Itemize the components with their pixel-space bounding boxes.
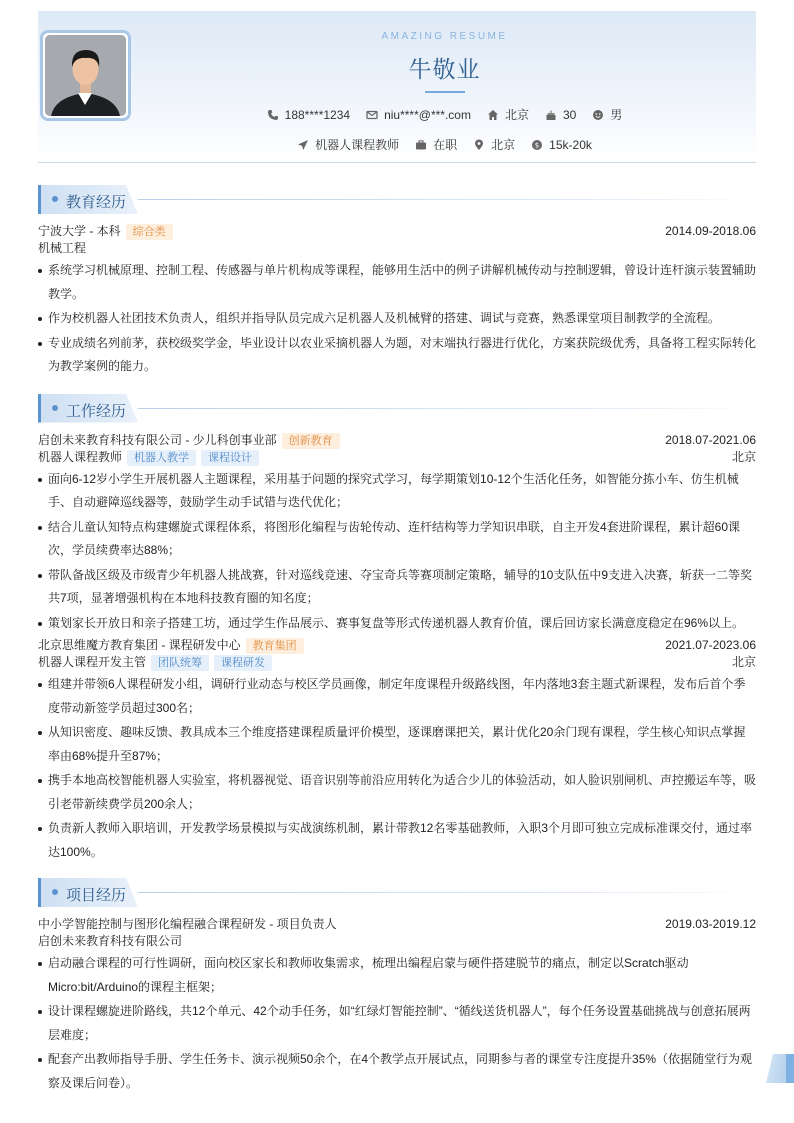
avatar-frame (40, 30, 131, 121)
list-item: 带队备战区级及市级青少年机器人挑战赛，针对巡线竞速、夺宝奇兵等赛项制定策略，辅导的10支队伍中9支进入决赛，斩获一二等奖共7项，显著增强机构在本地科技教育圈的知名度； (38, 564, 756, 611)
work-city: 北京 (731, 449, 756, 464)
gender-text: 男 (610, 108, 623, 122)
project-bullets (38, 952, 756, 1095)
mail-icon (366, 109, 378, 121)
info-age (545, 106, 576, 123)
section-divider (138, 892, 756, 893)
list-item: 作为校机器人社团技术负责人，组织并指导队员完成六足机器人及机械臂的搭建、调试与竞赛，熟悉课堂项目制教学的全流程。 (38, 307, 756, 331)
section-divider (138, 408, 756, 409)
section-title: 教育经历 (66, 194, 127, 211)
list-item: 启动融合课程的可行性调研，面向校区家长和教师收集需求，梳理出编程启蒙与硬件搭建脱节的痛点，制定以Scratch驱动Micro:bit/Arduino的课程主框架； (38, 952, 756, 999)
list-item: 负责新人教师入职培训，开发教学场景模拟与实战演练机制，累计带教12名零基础教师，入职3个月即可独立完成标准课交付，通过率达100%。 (38, 817, 756, 864)
phone-icon (267, 109, 279, 121)
send-icon (297, 139, 309, 151)
info-email (366, 106, 471, 123)
section-dot (52, 889, 58, 895)
section-work-header (38, 394, 756, 424)
list-item: 设计课程螺旋进阶路线，共12个单元、42个动手任务，如“红绿灯智能控制”、“循线送货机器人”，每个任务设置基础挑战与创意拓展两层难度； (38, 1000, 756, 1047)
svg-text:$: $ (534, 141, 540, 150)
company-tag: 创新教育 (282, 433, 340, 449)
info-row-job (133, 136, 756, 153)
work-entry (38, 636, 756, 864)
list-item: 组建并带领6人课程研发小组，调研行业动态与校区学员画像，制定年度课程升级路线图，年内落地3套主题式新课程，发布后首个季度带动新签学员超过300名； (38, 673, 756, 720)
role-tag: 课程研发 (214, 655, 272, 671)
role-tag: 课程设计 (201, 450, 259, 466)
name-underline (425, 91, 465, 93)
list-item: 专业成绩名列前茅，获校级奖学金，毕业设计以农业采摘机器人为题，对末端执行器进行优化，方案获院级优秀，具备将工程实际转化为教学案例的能力。 (38, 332, 756, 379)
job-role: 机器人课程开发主管 (38, 655, 147, 669)
email-text: niu****@***.com (384, 107, 471, 122)
target-role-text: 机器人课程教师 (315, 138, 400, 152)
resume-header (38, 11, 756, 163)
section-dot (52, 196, 58, 202)
work-bullets (38, 673, 756, 864)
project-entry (38, 915, 756, 1095)
age-text: 30 (562, 107, 577, 122)
list-item: 结合儿童认知特点构建螺旋式课程体系，将图形化编程与齿轮传动、连杆结构等力学知识串联，自主开发4套进阶课程，累计超60课次，学员续费率达88%； (38, 516, 756, 563)
role-tag: 机器人教学 (127, 450, 196, 466)
school-tag: 综合类 (126, 224, 173, 240)
home-icon (487, 109, 499, 121)
section-title: 工作经历 (66, 402, 127, 420)
work-date: 2018.07-2021.06 (665, 432, 756, 447)
residence-text: 北京 (504, 108, 529, 122)
candidate-name: 牛敬业 (408, 56, 481, 82)
resume-page (38, 11, 756, 1096)
education-entry (38, 222, 756, 379)
gender-icon (592, 109, 604, 121)
job-role: 机器人课程教师 (38, 449, 123, 464)
status-text: 在职 (433, 138, 458, 152)
header-center (133, 11, 756, 153)
info-salary (531, 136, 592, 153)
work-date: 2021.07-2023.06 (665, 638, 756, 652)
project-org: 启创未来教育科技有限公司 (38, 934, 183, 948)
target-city-text: 北京 (491, 138, 516, 152)
work-bullets (38, 468, 756, 636)
list-item: 携手本地高校智能机器人实验室，将机器视觉、语音识别等前沿应用转化为适合少儿的体验活动，如人脸识别闸机、声控搬运车等，吸引老带新续费学员200余人； (38, 769, 756, 816)
phone-text: 188****1234 (284, 107, 351, 122)
resume-kicker: AMAZING RESUME (381, 31, 508, 42)
section-project-header (38, 878, 756, 908)
project-date: 2019.03-2019.12 (665, 917, 756, 931)
salary-icon (531, 139, 543, 151)
info-status (415, 136, 457, 153)
list-item: 从知识密度、趣味反馈、教具成本三个维度搭建课程质量评价模型，逐课磨课把关，累计优化20余门现有课程，学生核心知识点掌握率由68%提升至87%； (38, 721, 756, 768)
education-date: 2014.09-2018.06 (665, 224, 756, 238)
education-bullets (38, 259, 756, 379)
cake-icon (545, 109, 557, 121)
info-gender (592, 106, 622, 123)
info-phone (267, 106, 350, 123)
section-divider (138, 199, 756, 200)
work-entry (38, 431, 756, 636)
list-item: 系统学习机械原理、控制工程、传感器与单片机构成等课程，能够用生活中的例子讲解机械传动与控制逻辑，曾设计连杆演示装置辅助教学。 (38, 259, 756, 306)
role-tag: 团队统筹 (151, 655, 209, 671)
list-item: 面向6-12岁小学生开展机器人主题课程，采用基于问题的探究式学习，每学期策划10-12个生活化任务，如智能分拣小车、仿生机械手、自动避障巡线器等，鼓励学生动手试错与迭代优化； (38, 468, 756, 515)
major-name: 机械工程 (38, 241, 87, 255)
school-name: 宁波大学 - 本科 (38, 224, 121, 238)
avatar (45, 35, 126, 116)
info-row-personal (133, 106, 756, 123)
info-residence (487, 106, 529, 123)
location-pin-icon (473, 139, 485, 151)
company-name: 启创未来教育科技有限公司 - 少儿科创事业部 (38, 432, 277, 447)
list-item: 配套产出教师指导手册、学生任务卡、演示视频50余个，在4个教学点开展试点，同期参与者的课堂专注度提升35%（依据随堂行为观察及课后问卷）。 (38, 1048, 756, 1095)
company-tag: 教育集团 (246, 638, 304, 654)
briefcase-icon (415, 139, 427, 151)
section-dot (52, 405, 58, 411)
work-city: 北京 (731, 655, 756, 669)
side-scroll-tab[interactable] (766, 1054, 794, 1083)
project-name: 中小学智能控制与图形化编程融合课程研发 - 项目负责人 (38, 917, 337, 931)
company-name: 北京思维魔方教育集团 - 课程研发中心 (38, 638, 241, 652)
section-title: 项目经历 (66, 887, 127, 904)
info-target-role (297, 136, 399, 153)
salary-text: 15k-20k (549, 137, 592, 152)
section-education-header (38, 185, 756, 215)
avatar-portrait-icon (45, 35, 126, 116)
info-target-city (473, 136, 515, 153)
list-item: 策划家长开放日和亲子搭建工坊，通过学生作品展示、赛事复盘等形式传递机器人教育价值，课后回访家长满意度稳定在96%以上。 (38, 612, 756, 636)
